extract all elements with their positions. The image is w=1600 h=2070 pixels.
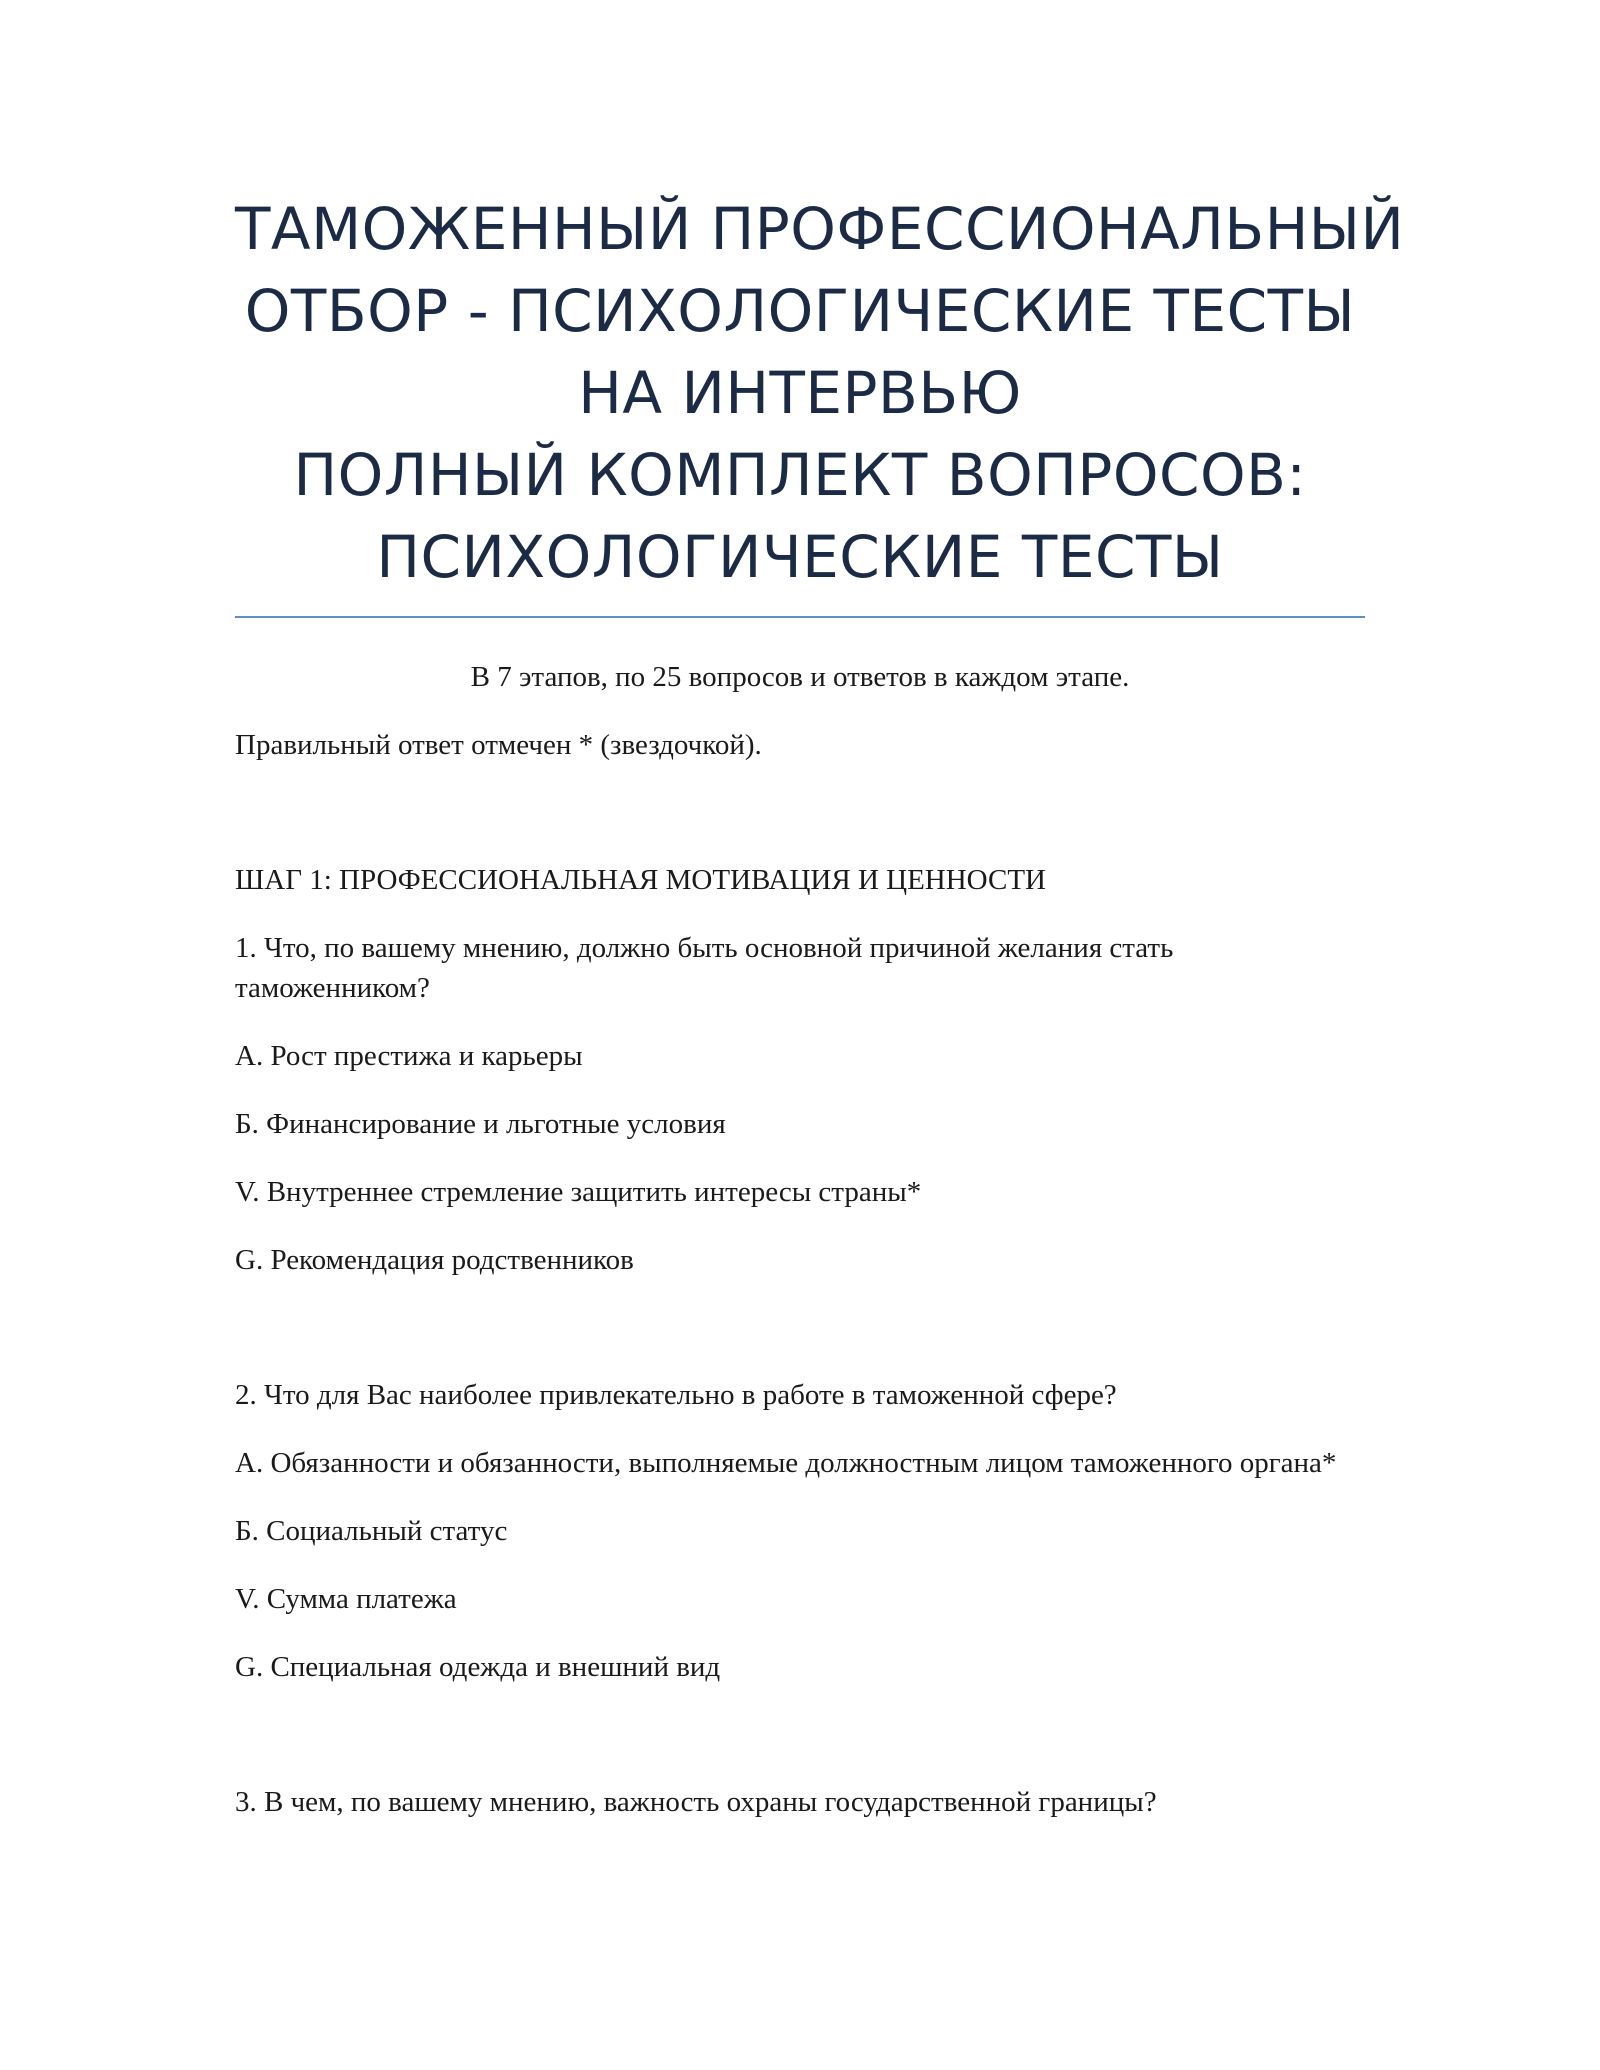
answer-option: G. Рекомендация родственников bbox=[235, 1244, 634, 1276]
document-title bbox=[235, 188, 1405, 598]
question-text: 2. Что для Вас наиболее привлекательно в работе в таможенной сфере? bbox=[235, 1379, 1117, 1411]
answer-option: G. Специальная одежда и внешний вид bbox=[235, 1651, 721, 1683]
intro-text: В 7 этапов, по 25 вопросов и ответов в каждом этапе. bbox=[470, 661, 1130, 693]
answer-option: Б. Финансирование и льготные условия bbox=[235, 1108, 726, 1140]
answer-option: V. Сумма платежа bbox=[235, 1583, 457, 1615]
title-line: ПСИХОЛОГИЧЕСКИЕ ТЕСТЫ bbox=[376, 523, 1224, 591]
answer-option: Б. Социальный статус bbox=[235, 1515, 508, 1547]
answer-option-correct: V. Внутреннее стремление защитить интересы страны* bbox=[235, 1176, 922, 1208]
step-heading: ШАГ 1: ПРОФЕССИОНАЛЬНАЯ МОТИВАЦИЯ И ЦЕННОСТИ bbox=[235, 864, 1046, 896]
answer-option: А. Рост престижа и карьеры bbox=[235, 1040, 583, 1072]
title-line: ОТБОР - ПСИХОЛОГИЧЕСКИЕ ТЕСТЫ bbox=[244, 277, 1356, 345]
title-divider bbox=[235, 616, 1365, 618]
note-text: Правильный ответ отмечен * (звездочкой). bbox=[235, 729, 762, 761]
answer-option-correct: А. Обязанности и обязанности, выполняемые должностным лицом таможенного органа* bbox=[235, 1447, 1337, 1479]
title-line: ПОЛНЫЙ КОМПЛЕКТ ВОПРОСОВ: bbox=[293, 441, 1307, 509]
title-line: ТАМОЖЕННЫЙ ПРОФЕССИОНАЛЬНЫЙ bbox=[235, 195, 1405, 263]
question-text: 1. Что, по вашему мнению, должно быть основной причиной желания стать таможенником? bbox=[235, 932, 1174, 1004]
title-line: НА ИНТЕРВЬЮ bbox=[578, 359, 1022, 427]
document-body bbox=[235, 657, 1365, 1822]
question-text: 3. В чем, по вашему мнению, важность охраны государственной границы? bbox=[235, 1786, 1157, 1818]
